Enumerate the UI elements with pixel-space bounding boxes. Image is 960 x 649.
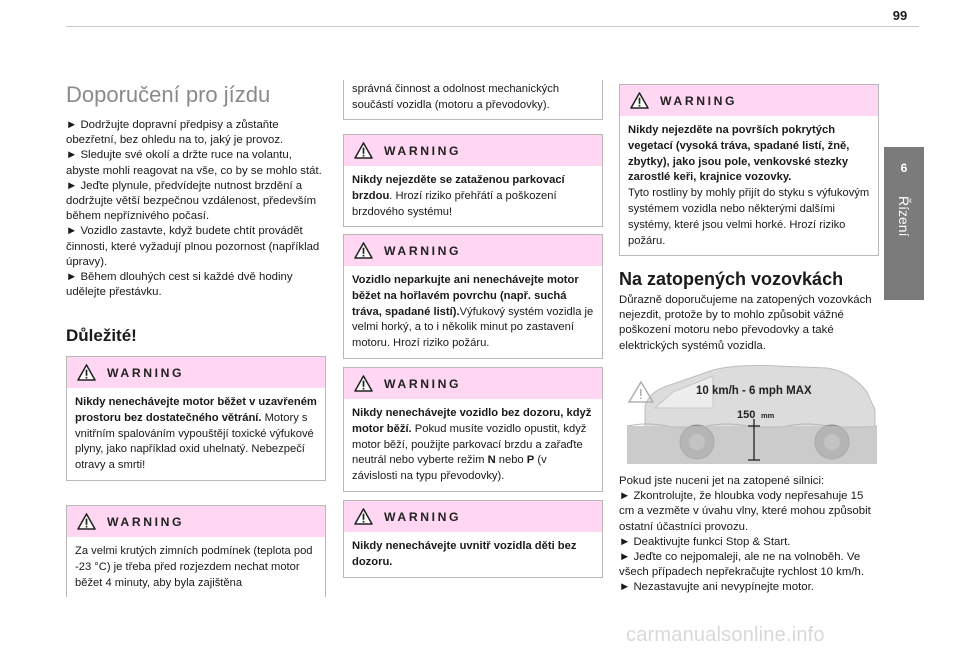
flooded-roads-steps [619, 474, 881, 596]
warning-box-parking-brake [343, 134, 603, 227]
warning-continuation: správná činnost a odolnost mechanických součástí vozidla (motoru a převodovky). [343, 80, 603, 120]
warning-title: WARNING [107, 514, 185, 529]
flooded-road-illustration [627, 362, 877, 464]
chapter-tab-label: Řízení [896, 196, 912, 237]
warning-body [344, 532, 602, 577]
warning-header [344, 501, 602, 532]
water-depth-unit: mm [761, 411, 775, 420]
step-item: ► Jeďte co nejpomaleji, ale ne na volnoběh. Ve všech případech nepřekračujte rychlost 10 km/h. [619, 551, 865, 579]
warning-title: WARNING [107, 365, 185, 380]
warning-bold-text: Nikdy nenechávejte uvnitř vozidla děti bez dozoru. [352, 540, 577, 568]
intro-item: ► Sledujte své okolí a držte ruce na volantu, abyste mohli reagovat na vše, co by se mohlo stát. [66, 149, 322, 177]
warning-body [67, 388, 325, 480]
warning-text: (v závislosti na typu převodovky). [352, 454, 547, 483]
warning-title: WARNING [660, 93, 738, 108]
warning-triangle-icon [354, 375, 373, 392]
warning-box-flammable-surface [343, 234, 603, 359]
warning-title: WARNING [384, 143, 462, 158]
step-item: ► Zkontrolujte, že hloubka vody nepřesahuje 15 cm a vezměte v úvahu vlny, které mohou způsobit ostatní účastníci provozu. [619, 490, 871, 533]
steps-lead: Pokud jste nuceni jet na zatopené silnici: [619, 475, 825, 487]
warning-body [620, 116, 878, 255]
warning-body [344, 399, 602, 491]
warning-title: WARNING [384, 509, 462, 524]
warning-box-ventilation [66, 356, 326, 481]
warning-title: WARNING [384, 243, 462, 258]
warning-header [620, 85, 878, 116]
intro-item: ► Jeďte plynule, předvídejte nutnost brzdění a dodržujte větší bezpečnou vzdálenost, především během nepříznivého počasí. [66, 179, 317, 223]
warning-box-unattended-vehicle [343, 367, 603, 492]
warning-header [344, 368, 602, 399]
warning-box-children [343, 500, 603, 578]
warning-text: nebo [495, 454, 527, 467]
flooded-roads-intro: Důrazně doporučujeme na zatopených vozovkách nejezdit, protože by to mohlo způsobit vážné poškození motoru nebo převodovky a také elektrických systémů vozidla. [619, 294, 872, 352]
warning-bold-text: Nikdy nenechávejte motor běžet v uzavřeném prostoru bez dostatečného větrání. [75, 396, 317, 424]
step-item: ► Nezastavujte ani nevypínejte motor. [619, 581, 814, 594]
intro-item: ► Dodržujte dopravní předpisy a zůstaňte obezřetní, bez ohledu na to, jaký je provoz. [66, 119, 284, 147]
warning-body: Za velmi krutých zimních podmínek (teplota pod -23 °C) je třeba před rozjezdem nechat motor běžet 4 minuty, aby byla zajištěna [75, 545, 313, 589]
gear-mode-p: P [526, 454, 535, 467]
warning-triangle-icon [354, 142, 373, 159]
warning-header [67, 357, 325, 388]
warning-triangle-icon [354, 508, 373, 525]
warning-triangle-icon [354, 242, 373, 259]
warning-text: Motory s vnitřním spalováním vypouštějí toxické výfukové plyny, jako například oxid uhelnatý. Nebezpečí otravy a smrti! [75, 411, 314, 472]
warning-text: Výfukový systém vozidla je velmi horký, a to i několik minut po zastavení motoru. Hrozí riziko požáru. [352, 305, 594, 350]
warning-text: . Hrozí riziko přehřátí a poškození brzdového systému! [352, 189, 557, 218]
watermark: carmanualsonline.info [626, 624, 825, 646]
section-title: Doporučení pro jízdu [66, 82, 271, 107]
warning-bold-text: Nikdy nejezděte se zataženou parkovací brzdou [352, 174, 565, 202]
warning-bold-text: Nikdy nejezděte na površích pokrytých vegetací (vysoká tráva, spadané listí, žně, zbytky), jako jsou pole, venkovské stezky zarostlé keři, krajnice vozovky. [628, 124, 850, 184]
warning-box-winter [66, 505, 326, 597]
warning-text: Pokud musíte vozidlo opustit, když motor běží, použijte parkovací brzdu a zařaďte neutrál nebo vyberte režim [352, 422, 587, 467]
intro-item: ► Vozidlo zastavte, když budete chtít provádět činnosti, které vyžadují plnou pozornost (například úpravy). [66, 225, 320, 268]
speed-limit-label: 10 km/h - 6 mph MAX [696, 385, 812, 397]
warning-header [67, 506, 325, 537]
warning-triangle-icon [77, 364, 96, 381]
warning-box-vegetation [619, 84, 879, 256]
warning-triangle-icon [77, 513, 96, 530]
warning-header [344, 235, 602, 266]
warning-bold-text: Nikdy nenechávejte vozidlo bez dozoru, když motor běží. [352, 407, 592, 435]
warning-bold-text: Vozidlo neparkujte ani nenechávejte motor běžet na hořlavém povrchu (např. suchá tráva, spadané listí). [352, 274, 579, 318]
chapter-tab-number: 6 [900, 161, 908, 175]
warning-body [344, 266, 602, 358]
intro-item: ► Během dlouhých cest si každé dvě hodiny udělejte přestávku. [66, 271, 293, 299]
step-item: ► Deaktivujte funkci Stop & Start. [619, 535, 791, 548]
gear-mode-n: N [487, 454, 496, 467]
column-1 [66, 82, 326, 300]
warning-header [344, 135, 602, 166]
flooded-roads-heading: Na zatopených vozovkách [619, 269, 844, 289]
warning-title: WARNING [384, 376, 462, 391]
top-rule [66, 26, 919, 27]
important-heading: Důležité! [66, 326, 137, 345]
water-depth-value: 150 [737, 409, 756, 421]
warning-text: Tyto rostliny by mohly přijít do styku s výfukovým systémem vozidla nebo některými dalšími systémy, které jsou velmi horké. Hrozí riziko požáru. [628, 187, 870, 247]
warning-triangle-icon [630, 92, 649, 109]
warning-body [344, 166, 602, 226]
page-number: 99 [892, 8, 908, 23]
